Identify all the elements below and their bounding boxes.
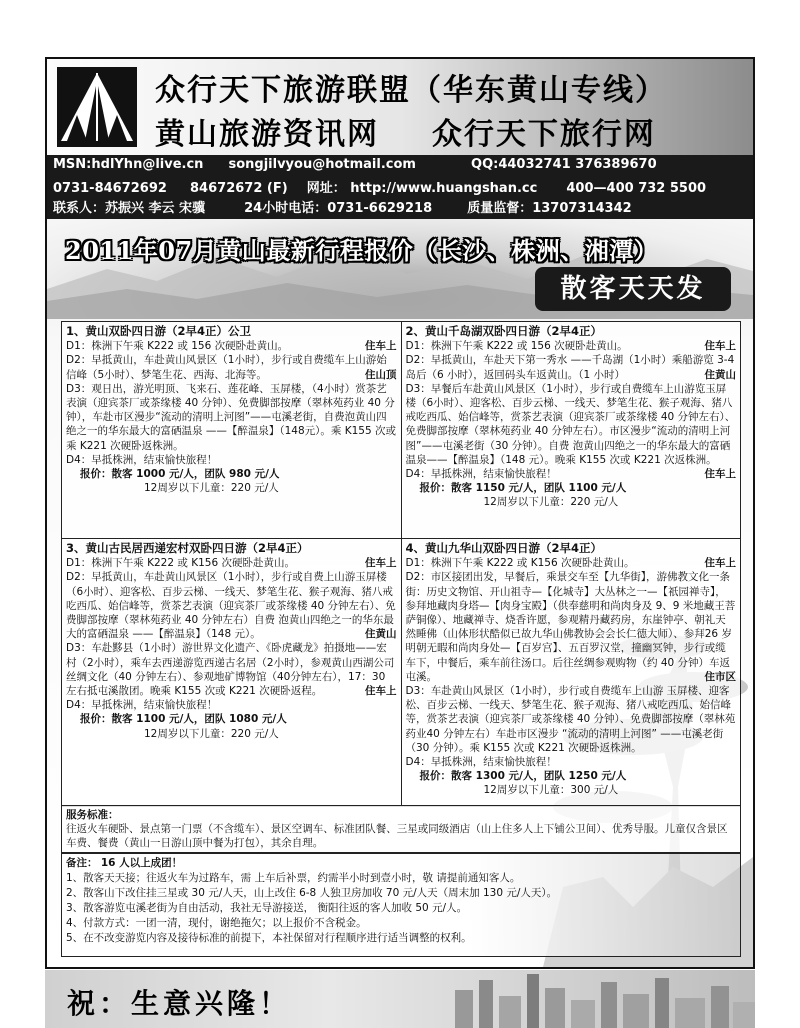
itinerary-line [406,556,737,570]
notes-box [61,853,741,957]
header-title-line2 [155,109,656,153]
itinerary-text: D2：早抵黄山，车赴天下第一秀水 ——千岛湖（1小时）乘船游览 3-4 岛后（6 小时），返回码头车返黄山。（1 小时） [405,354,735,381]
qq-text: QQ:44032741 376389670 [471,157,657,172]
itinerary-text: D1：株洲下午乘 K222 或 156 次硬卧赴黄山。 [405,340,628,353]
itinerary-text: D2：市区接团出发，早餐后，乘景交车至【九华街】，游佛教文化一条街：历史文物馆、开山祖寺—【化城寺】大丛林之一—【祇园禅寺】，参拜地藏肉身塔—【肉身宝殿】（供奉慈明和尚肉身及 9、9 米地藏王菩萨铜像）、地藏禅寺、烧香许愿，参观精丹藏药房，东崖钟亭、朝礼天然睡佛（山体形状酷似已故九华山佛教协会会长仁德大师）、参拜26 岁明朝无暇和尚肉身处—【百岁宫】、五百罗汉堂，撞幽冥钟，步行或缆车下，中餐后，乘车前往汤口。后往丝绸参观购物（约 40 分钟）车返屯溪。 [405,571,736,683]
itinerary-text: D4：早抵株洲，结束愉快旅程！ [405,468,557,481]
contact-row-2 [53,177,706,196]
note-item: 2、散客山下改住挂三星或 30 元/人天，山上改住 6-8 人独卫房加收 70 元/人天（周末加 130 元/人天）。 [66,887,558,899]
itinerary-text: D3：观日出，游光明顶、飞来石、莲花峰、玉屏楼，（4小时）赏茶艺表演（迎宾茶厂或茶缘楼 40 分钟）、免费脚部按摩（翠林苑药业 40 分钟），车赴市区漫步“流动的清明上河图”——屯溪老街，自费泡黄山四绝之一的华东最大的富硒温泉 ——【醉温泉】（148元）。乘 K155 次或乘 K221 次硬卧返株洲。 [66,382,396,452]
tour-card-1 [62,322,402,539]
itinerary-line [66,570,397,641]
contact-people-text: 联系人：苏振兴 李云 宋骥 [53,201,206,216]
header [47,59,753,155]
itinerary-line [406,467,737,481]
tour-title: 4、黄山九华山双卧四日游（2早4正） [405,541,603,555]
itinerary-line [66,453,397,467]
itinerary-line [406,353,737,381]
service-text: 往返火车硬卧、景点第一门票（不含缆车）、景区空调车、标准团队餐、三星或同级酒店（山上住多人上下铺公卫间）、优秀导服。儿童仅含景区车费、餐费（黄山一日游山顶中餐为打包），其余自理。 [66,823,728,849]
itinerary-text: D2：早抵黄山，车赴黄山风景区（1小时），步行或自费缆车上山游始信峰（5小时）、梦笔生花、西海、北海等。 [66,354,387,381]
stay-label: 住山顶 [365,368,397,381]
itinerary-text: D2：早抵黄山，车赴黄山风景区（1小时），步行或自费上山游玉屏楼（6小时）、迎客松、百步云梯、一线天、梦笔生花、猴子观海、猪八戒吃西瓜、始信峰等，赏茶艺表演（迎宾茶厂或茶缘楼 40 分钟左右）、免费脚部按摩（翠林苑药业 40 分钟左右）自费 泡黄山四绝之一的华东最大的富硒温泉 ——【醉温泉】（148 元）。 [66,571,396,641]
itinerary-line [66,556,397,570]
itinerary-text: D1：株洲下午乘 K222 或 K156 次硬卧赴黄山。 [66,557,295,570]
stay-label: 住车上 [704,468,736,481]
quality-text: 质量监督：13707314342 [467,201,632,216]
itinerary-line [406,755,737,769]
tour-grid [61,321,741,807]
itinerary-text: D4：早抵株洲，结束愉快旅程！ [405,756,557,769]
contact-row-3 [53,197,632,216]
price-text: 报价：散客 1100 元/人，团队 1080 元/人 [80,713,287,726]
child-price-text: 12周岁以下儿童：220 元/人 [144,482,279,495]
stay-label: 住黄山 [365,628,397,641]
min-group-text: 16 人以上成团！ [100,857,183,869]
msn-text: MSN:hdlYhn@live.cn [53,157,204,172]
stay-label: 住车上 [365,685,397,698]
web-label: 网址： [306,181,346,196]
triangle-stripes-logo-icon [57,67,137,147]
banner [47,219,753,319]
footer [45,970,755,1028]
banner-subtitle: 散客天天发 [535,267,731,311]
phone-text: 0731-84672692 [53,181,167,196]
hotline-text: 400—400 732 5500 [566,181,707,196]
tour-card-2 [401,322,741,539]
banner-title: 2011年07月黄山最新行程报价（长沙、株洲、湘潭） [65,236,659,265]
email-text: songjilvyou@hotmail.com [228,157,416,172]
itinerary-line [406,339,737,353]
note-item: 3、散客游览屯溪老街为自由活动，我社无导游接送， 衡阳往返的客人加收 50 元/人。 [66,902,468,914]
itinerary-line [66,698,397,712]
itinerary-line [66,382,397,453]
child-price-text: 12周岁以下儿童：300 元/人 [483,784,619,797]
itinerary-line [66,353,397,381]
contact-row-1 [53,157,657,172]
itinerary-line [406,570,737,684]
stay-label: 住车上 [365,557,397,570]
price-text: 报价：散客 1150 元/人，团队 1100 元/人 [419,482,627,495]
note-item: 1、散客天天接；往返火车为过路车，需 上车后补票，约需半小时到壹小时，敬 请提前通知客人。 [66,872,521,884]
price-text: 报价：散客 1300 元/人，团队 1250 元/人 [419,770,627,783]
note-item: 4、付款方式：一团一清，现付，谢绝拖欠；以上报价不含税金。 [66,917,367,929]
tour-title: 2、黄山千岛湖双卧四日游（2早4正） [405,324,603,338]
itinerary-text: D1：株洲下午乘 K222 或 156 次硬卧赴黄山。 [66,340,289,353]
tour-title: 3、黄山古民居西递宏村双卧四日游（2早4正） [66,541,309,555]
stay-label: 住车上 [365,340,397,353]
note-item: 5、在不改变游览内容及接待标准的前提下，本社保留对行程顺序进行适当调整的权利。 [66,932,472,944]
website-link[interactable]: http://www.huangshan.cc [350,181,538,196]
service-label: 服务标准： [66,809,119,821]
child-price-text: 12周岁以下儿童：220 元/人 [483,496,619,509]
service-standard [61,805,741,853]
tour-card-3 [62,539,402,807]
tour-title: 1、黄山双卧四日游（2早4正）公卫 [66,324,252,338]
itinerary-line [406,684,737,755]
itinerary-text: D3：早餐后车赴黄山风景区（1小时），步行或自费缆车上山游览玉屏楼（6小时）、迎客松、百步云梯、一线天、梦笔生花、猴子观海、猪八戒吃西瓜、始信峰等，赏茶艺表演（迎宾茶厂或茶缘楼 40 分钟左右）、免费脚部按摩（翠林苑药业 40 分钟左右）。市区漫步“流动的清明上河图”——屯溪老街（30 分钟）。自费 泡黄山四绝之一的华东最大的富硒温泉——【醉温泉】（148 元）。晚乘 K155 次或 K221 次返株洲。 [405,382,736,466]
stay-label: 住车上 [704,340,736,353]
contact-bar [47,155,753,219]
itinerary-text: D3：车赴黟县（1小时）游世界文化遗产、《卧虎藏龙》拍摄地——宏村（2小时），乘车去西递游览西递古名居（2小时），参观黄山西湖公司丝绸文化（40 分钟左右）、参观地矿博物馆（40分钟左右），17：30 左右抵屯溪散团。晚乘 K155 次或 K221 次硬卧返程。 [66,642,395,698]
itinerary-text: D3：车赴黄山风景区（1小时），步行或自费缆车上山游 玉屏楼、迎客松、百步云梯、一线天、梦笔生花、猴子观海、猪八戒吃西瓜、始信峰等，赏茶艺表演（迎宾茶厂或茶缘楼 40 分钟）、免费脚部按摩（翠林苑药业40 分钟左右）车赴市区漫步 “流动的清明上河图” ——屯溪老街（30 分钟）。乘 K155 次或 K221 次硬卧返株洲。 [405,685,736,754]
itinerary-line [66,641,397,698]
stay-label: 住市区 [704,670,736,683]
stay-label: 住车上 [704,557,736,570]
city-skyline-icon [435,970,755,1028]
itinerary-line [66,339,397,353]
itinerary-text: D4：早抵株洲，结束愉快旅程！ [66,699,218,712]
child-price-text: 12周岁以下儿童：220 元/人 [144,727,279,740]
price-text: 报价：散客 1000 元/人，团队 980 元/人 [80,468,280,481]
site-name-zhongxing: 众行天下旅行网 [431,117,656,152]
stay-label: 住黄山 [704,368,736,381]
tour-card-4 [401,539,741,807]
footer-wish: 祝：生意兴隆！ [67,987,292,1020]
itinerary-text: D1：株洲下午乘 K222 或 K156 次硬卧赴黄山。 [405,557,635,570]
notes-label: 备注： [66,857,98,869]
phone24-text: 24小时电话：0731-6629218 [244,201,433,216]
itinerary-text: D4：早抵株洲，结束愉快旅程！ [66,453,218,466]
header-title-line1: 众行天下旅游联盟（华东黄山专线） [155,73,667,108]
flyer-frame [45,57,755,969]
site-name-huangshan: 黄山旅游资讯网 [155,117,379,152]
fax-text: 84672672 (F) [190,181,288,196]
